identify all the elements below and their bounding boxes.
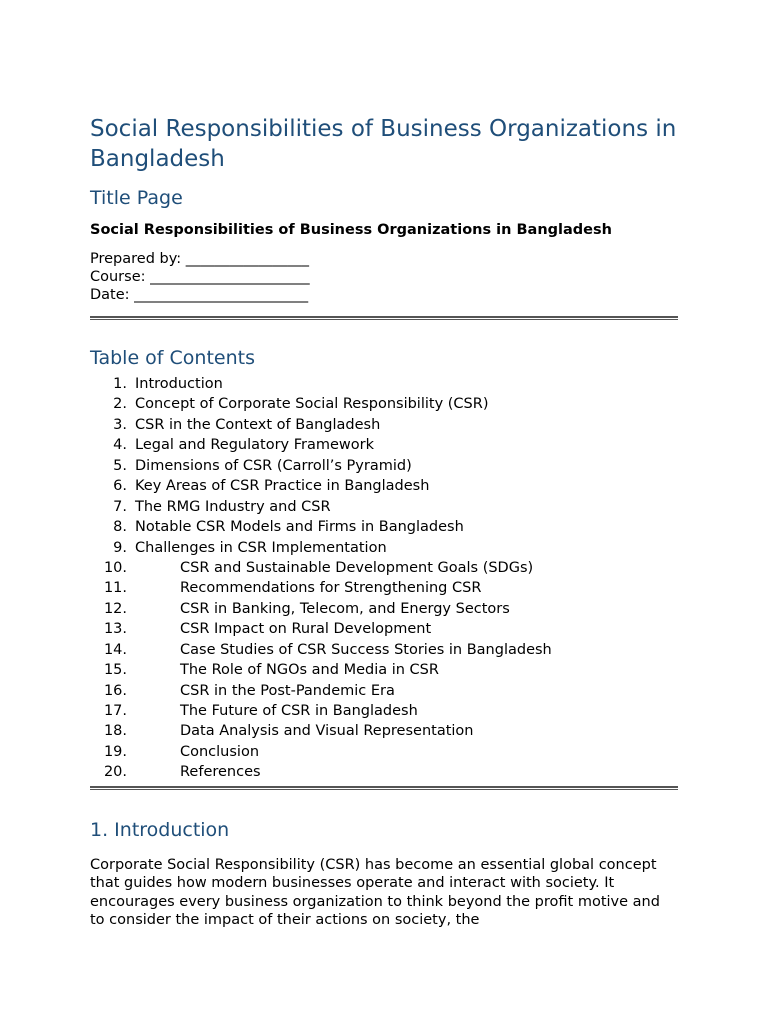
section-divider <box>90 316 678 320</box>
toc-item <box>90 762 678 782</box>
toc-item-number: 17. <box>103 703 127 719</box>
toc-item-text: Case Studies of CSR Success Stories in Bangladesh <box>180 641 552 658</box>
toc-item-text: Conclusion <box>180 743 260 760</box>
toc-item-number: 13. <box>103 621 127 638</box>
toc-item-text: Recommendations for Strengthening CSR <box>180 580 482 597</box>
toc-item-number: 18. <box>103 723 127 740</box>
title-page-bold-title: Social Responsibilities of Business Organizations in Bangladesh <box>90 222 612 238</box>
toc-item <box>90 681 678 701</box>
toc-item-text: References <box>180 764 261 781</box>
toc-item-text: CSR in the Post-Pandemic Era <box>180 682 395 699</box>
course-line: Course: ______________________ <box>90 269 310 285</box>
toc-heading: Table of Contents <box>90 347 255 369</box>
toc-item-number: 9. <box>113 539 127 556</box>
prepared-by-line: Prepared by: _________________ <box>90 251 309 267</box>
toc-item-number: 15. <box>103 662 127 679</box>
toc-item-number: 12. <box>103 600 127 617</box>
introduction-paragraph: Corporate Social Responsibility (CSR) has become an essential global concept that guides how modern businesses operate and interact with society. It encourages every business organization to think beyond the profit motive and to consider the impact of their actions on society, the <box>90 856 660 928</box>
toc-item <box>90 394 678 414</box>
toc-item-text: CSR in the Context of Bangladesh <box>135 416 381 433</box>
toc-item-text: Dimensions of CSR (Carroll’s Pyramid) <box>135 457 412 474</box>
toc-item-number: 3. <box>113 416 127 433</box>
toc-item <box>90 435 678 455</box>
toc-item <box>90 538 678 558</box>
date-line: Date: ________________________ <box>90 287 309 303</box>
toc-item-text: Concept of Corporate Social Responsibility (CSR) <box>135 396 489 413</box>
document-body <box>90 114 678 929</box>
toc-item-number: 19. <box>103 743 127 760</box>
toc-item-number: 4. <box>113 437 127 454</box>
toc-item <box>90 476 678 496</box>
toc-item <box>90 517 678 537</box>
toc-item <box>90 374 678 394</box>
toc-item <box>90 701 678 721</box>
toc-item-text: The RMG Industry and CSR <box>135 498 331 515</box>
toc-item <box>90 415 678 435</box>
section-divider <box>90 786 678 790</box>
toc-item-text: Key Areas of CSR Practice in Bangladesh <box>135 478 430 495</box>
toc-item-text: Data Analysis and Visual Representation <box>180 723 474 740</box>
toc-item <box>90 578 678 598</box>
document-title: Social Responsibilities of Business Organizations in Bangladesh <box>90 116 677 172</box>
toc-item <box>90 640 678 660</box>
toc-item <box>90 660 678 680</box>
introduction-heading: 1. Introduction <box>90 818 230 841</box>
toc-item-text: Introduction <box>135 376 223 392</box>
toc-item-text: Notable CSR Models and Firms in Bangladesh <box>135 519 464 536</box>
toc-item-text: CSR and Sustainable Development Goals (SDGs) <box>180 559 534 576</box>
toc-item-number: 8. <box>113 519 127 536</box>
toc-item-number: 1. <box>113 376 127 392</box>
toc-item-text: Legal and Regulatory Framework <box>135 437 374 454</box>
toc-item-text: Challenges in CSR Implementation <box>135 539 387 556</box>
toc-item <box>90 721 678 741</box>
toc-item-number: 14. <box>103 641 127 658</box>
toc-item-text: The Future of CSR in Bangladesh <box>180 703 418 719</box>
toc-item-number: 20. <box>103 764 127 781</box>
toc-item <box>90 497 678 517</box>
toc-item-text: The Role of NGOs and Media in CSR <box>180 662 439 679</box>
toc-item-number: 7. <box>113 498 127 515</box>
toc-item-number: 6. <box>113 478 127 495</box>
toc-item <box>90 558 678 578</box>
toc-item <box>90 742 678 762</box>
toc-item-number: 16. <box>103 682 127 699</box>
toc-item-number: 11. <box>103 580 127 597</box>
toc-item-text: CSR Impact on Rural Development <box>180 621 432 638</box>
toc-item-text: CSR in Banking, Telecom, and Energy Sectors <box>180 600 510 617</box>
title-page-heading: Title Page <box>90 187 183 209</box>
toc-item-number: 5. <box>113 457 127 474</box>
toc-item-number: 2. <box>113 396 127 413</box>
toc-item-number: 10. <box>103 559 127 576</box>
title-page-meta <box>90 250 678 304</box>
toc-item <box>90 619 678 639</box>
toc-list <box>90 374 678 783</box>
toc-item <box>90 456 678 476</box>
toc-item <box>90 599 678 619</box>
